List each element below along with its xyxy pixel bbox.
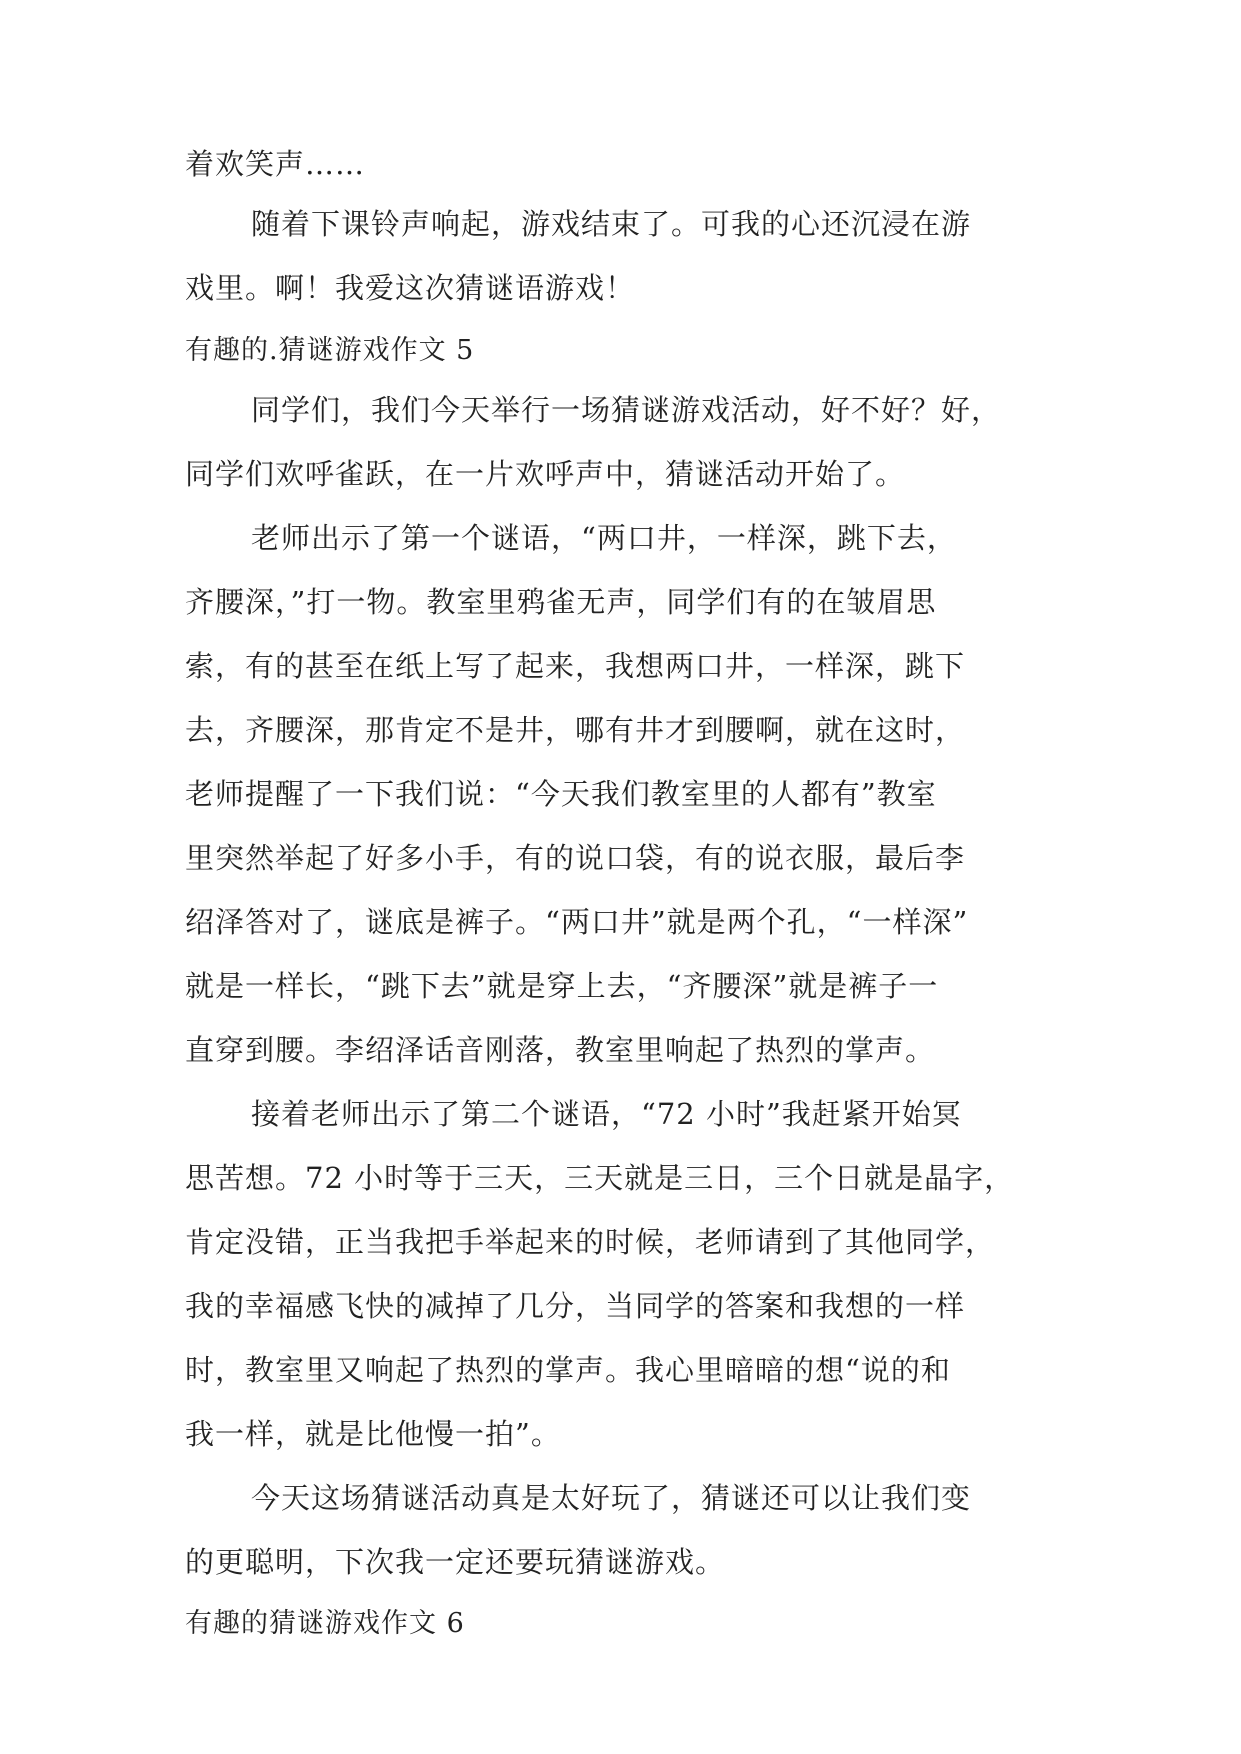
text-line: 索，有的甚至在纸上写了起来，我想两口井，一样深，跳下 bbox=[185, 649, 966, 683]
paragraph bbox=[185, 192, 1065, 320]
text-line: 随着下课铃声响起，游戏结束了。可我的心还沉浸在游 bbox=[251, 207, 972, 241]
text-line: 戏里。啊！我爱这次猜谜语游戏！ bbox=[185, 271, 636, 305]
text-line: 绍泽答对了，谜底是裤子。“两口井”就是两个孔，“一样深” bbox=[185, 905, 969, 939]
text-line: 直穿到腰。李绍泽话音刚落，教室里响起了热烈的掌声。 bbox=[185, 1033, 936, 1067]
text-line: 老师出示了第一个谜语，“两口井，一样深，跳下去， bbox=[251, 521, 957, 555]
text-line: 同学们欢呼雀跃，在一片欢呼声中，猜谜活动开始了。 bbox=[185, 457, 906, 491]
text-line: 我的幸福感飞快的减掉了几分，当同学的答案和我想的一样 bbox=[185, 1289, 966, 1323]
paragraph bbox=[185, 1466, 1065, 1594]
text-line: 去，齐腰深，那肯定不是井，哪有井才到腰啊，就在这时， bbox=[185, 713, 966, 747]
text-line: 今天这场猜谜活动真是太好玩了，猜谜还可以让我们变 bbox=[251, 1481, 972, 1515]
paragraph-continuation bbox=[185, 132, 1065, 196]
paragraph bbox=[185, 1082, 1065, 1466]
text-line: 同学们，我们今天举行一场猜谜游戏活动，好不好？好， bbox=[251, 393, 1002, 427]
section-heading bbox=[185, 1598, 1065, 1650]
text-line: 我一样，就是比他慢一拍”。 bbox=[185, 1417, 561, 1451]
text-line: 老师提醒了一下我们说：“今天我们教室里的人都有”教室 bbox=[185, 777, 937, 811]
text-line: 的更聪明，下次我一定还要玩猜谜游戏。 bbox=[185, 1545, 726, 1579]
text-line: 里突然举起了好多小手，有的说口袋，有的说衣服，最后李 bbox=[185, 841, 966, 875]
heading-text: 有趣的猜谜游戏作文 6 bbox=[185, 1608, 465, 1639]
heading-text: 有趣的.猜谜游戏作文 5 bbox=[185, 335, 475, 366]
text-line: 就是一样长，“跳下去”就是穿上去，“齐腰深”就是裤子一 bbox=[185, 969, 939, 1003]
text-line: 接着老师出示了第二个谜语，“72 小时”我赶紧开始冥 bbox=[251, 1097, 962, 1131]
text-line: 思苦想。72 小时等于三天，三天就是三日，三个日就是晶字， bbox=[185, 1161, 1015, 1195]
text-line: 时，教室里又响起了热烈的掌声。我心里暗暗的想“说的和 bbox=[185, 1353, 951, 1387]
text-line: 肯定没错，正当我把手举起来的时候，老师请到了其他同学， bbox=[185, 1225, 996, 1259]
text-line: 齐腰深，”打一物。教室里鸦雀无声，同学们有的在皱眉思 bbox=[185, 585, 937, 619]
paragraph bbox=[185, 378, 1065, 506]
paragraph bbox=[185, 506, 1065, 1082]
text-line: 着欢笑声…… bbox=[185, 147, 366, 181]
section-heading bbox=[185, 325, 1065, 377]
